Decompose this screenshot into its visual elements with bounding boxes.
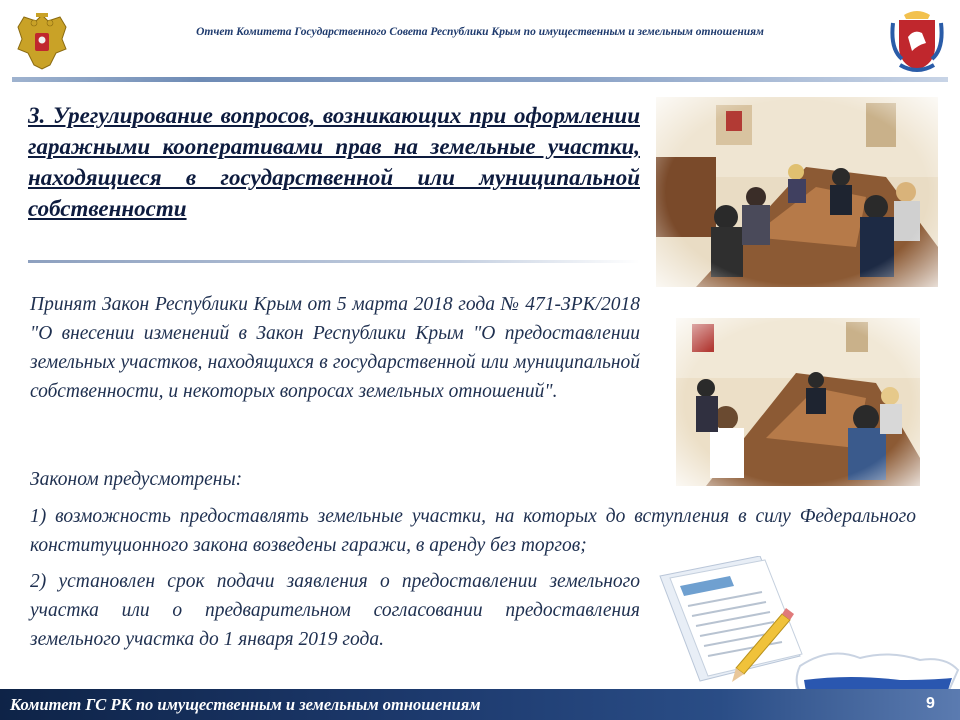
russia-coat-of-arms-icon — [14, 9, 70, 73]
footer — [0, 689, 960, 720]
law-paragraph: Принят Закон Республики Крым от 5 марта 2018 года № 471-ЗРК/2018 "О внесении изменений в Закон Республики Крым "О предоставлении земельных участков, находящихся в государственной или муниципальной собственности, и некоторых вопросах земельных отношений". — [30, 294, 640, 402]
footer-committee: Комитет ГС РК по имущественным и земельным отношениям — [10, 695, 481, 714]
meeting-photo-1 — [656, 97, 938, 287]
list-item: 1) возможность предоставлять земельные участки, на которых до вступления в силу Федерального конституционного закона возведены гаражи, в аренду без торгов; — [30, 506, 916, 556]
provided-label: Законом предусмотрены: — [30, 469, 243, 490]
header-divider — [12, 77, 948, 82]
page-number: 9 — [926, 695, 935, 712]
section-heading-main: 3. Урегулирование вопросов, возникающих при оформлении гаражными кооперативами прав на земельные участки, находящиеся в государственной или муниципальной — [28, 103, 640, 190]
header-title: Отчет Комитета Государственного Совета Республики Крым по имущественным и земельным отношениям — [196, 26, 764, 38]
section-heading-last: собственности — [28, 196, 187, 221]
header — [0, 0, 960, 82]
list-item: 2) установлен срок подачи заявления о предоставлении земельного участка или о предварительном согласовании предоставления земельного участка до 1 января 2019 года. — [30, 571, 640, 650]
heading-underline-shadow — [28, 260, 640, 263]
meeting-photo-2 — [676, 318, 920, 486]
section-heading — [28, 100, 640, 224]
crimea-coat-of-arms-icon — [888, 9, 946, 75]
